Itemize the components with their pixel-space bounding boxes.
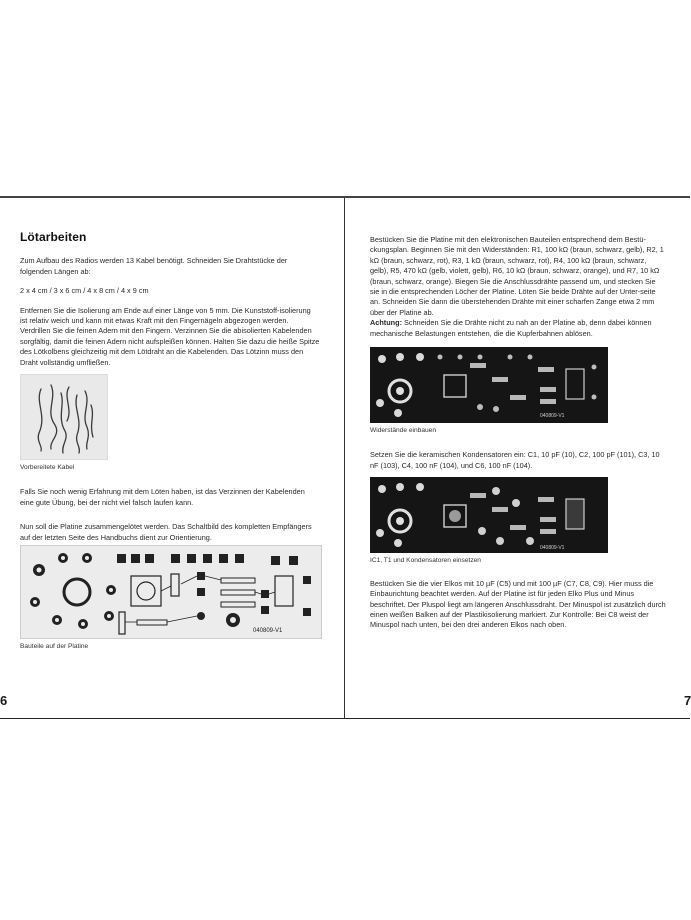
- warning-text: Schneiden Sie die Drähte nicht zu nah an der Platine ab, denn dabei können mechanische Belastungen entstehen, die die Kupferbahnen ablösen.: [370, 318, 652, 338]
- intro-paragraph: Zum Aufbau des Radios werden 13 Kabel benötigt. Schneiden Sie Drahtstücke der folgenden Längen ab:: [20, 256, 288, 276]
- section-heading: Lötarbeiten: [20, 230, 87, 244]
- assembly-paragraph: Nun soll die Platine zusammengelötet werden. Das Schaltbild des kompletten Empfängers auf der letzten Seite des Handbuchs dient zur Orientierung.: [20, 522, 312, 542]
- capacitors-pcb-photo: [370, 477, 608, 553]
- figure-caption: Bauteile auf der Platine: [20, 643, 89, 651]
- resistor-paragraph: Bestücken Sie die Platine mit den elektronischen Bauteilen entsprechend dem Bestü-ckungsplan. Beginnen Sie mit den Widerständen: R1, 100 kΩ (braun, schwarz, gelb), R2, 1 kΩ (braun, schwarz, rot), R3, 1 kΩ (braun, schwarz, rot), R4, 100 kΩ (braun, schwarz, gelb), R5, 470 kΩ (gelb, violett, gelb), R6, 10 kΩ (braun, schwarz, orange), und R7, 10 kΩ (braun, schwarz, orange). Biegen Sie die Anschlussdrähte passend um, und stecken Sie sie in die entsprechenden Löcher der Platine. Löten Sie beide Drähte auf der Unter-seite an. Schneiden Sie dann die überstehenden Drähte mit einer scharfen Zange etwa 2 mm über der Platine ab.: [370, 235, 664, 317]
- prepared-cables-photo: [20, 374, 108, 460]
- page-gutter: [344, 198, 345, 718]
- board-code-label: 040809-V1: [540, 545, 565, 552]
- page-number-left: 6: [0, 693, 8, 708]
- warning-note: [370, 318, 666, 339]
- top-rule: [0, 196, 690, 198]
- resistors-pcb-photo: [370, 347, 608, 423]
- board-code-label: 040809-V1: [253, 628, 283, 635]
- bottom-rule: [0, 718, 690, 719]
- board-code-label: 040809-V1: [540, 413, 565, 420]
- figure-caption: IC1, T1 und Kondensatoren einsetzen: [370, 557, 481, 565]
- right-page: [370, 235, 666, 640]
- stripping-paragraph: Entfernen Sie die Isolierung am Ende auf einer Länge von 5 mm. Die Kunststoff-isolierung ist relativ weich und kann mit etwas Kraft mit den Fingernägeln abgezogen werden. Verdrillen Sie die feinen Adern mit den Fingern. Verzinnen Sie die abisolierten Kabelenden sorgfältig, damit die feinen Adern nicht aufspleißen können. Halten Sie dazu die heiße Spitze des Lötkolbens gleichzeitig mit dem Lötdraht an die Kabelenden. Das Lötzinn muss den Draht vollständig umfließen.: [20, 305, 320, 367]
- cable-lengths: 2 x 4 cm / 3 x 6 cm / 4 x 8 cm / 4 x 9 cm: [20, 286, 149, 296]
- capacitor-paragraph: Setzen Sie die keramischen Kondensatoren ein: C1, 10 pF (10), C2, 100 pF (101), C3, 10 nF (103), C4, 100 nF (104), und C6, 100 nF (104).: [370, 450, 660, 470]
- figure-caption: Vorbereitete Kabel: [20, 464, 75, 472]
- figure-caption: Widerstände einbauen: [370, 427, 436, 435]
- component-layout-diagram: [20, 545, 322, 639]
- practice-paragraph: Falls Sie noch wenig Erfahrung mit dem Löten haben, ist das Verzinnen der Kabelenden eine gute Übung, bei der nicht viel falsch laufen kann.: [20, 487, 305, 507]
- page-number-right: 7: [684, 693, 691, 708]
- left-page: [20, 232, 320, 653]
- electrolytic-paragraph: Bestücken Sie die vier Elkos mit 10 µF (C5) und mit 100 µF (C7, C8, C9). Hier muss die Einbaurichtung beachtet werden. Auf der Platine ist für jeden Elko Plus und Minus beschriftet. Der Pluspol liegt am längeren Anschlussdraht. Der Minuspol ist zusätzlich durch einen weißen Balken auf der Plastikisolierung markiert. Zur Kontrolle: Bei C8 weist der Minuspol nach unten, bei den drei anderen Elkos nach oben.: [370, 578, 666, 630]
- warning-label: Achtung:: [370, 318, 403, 328]
